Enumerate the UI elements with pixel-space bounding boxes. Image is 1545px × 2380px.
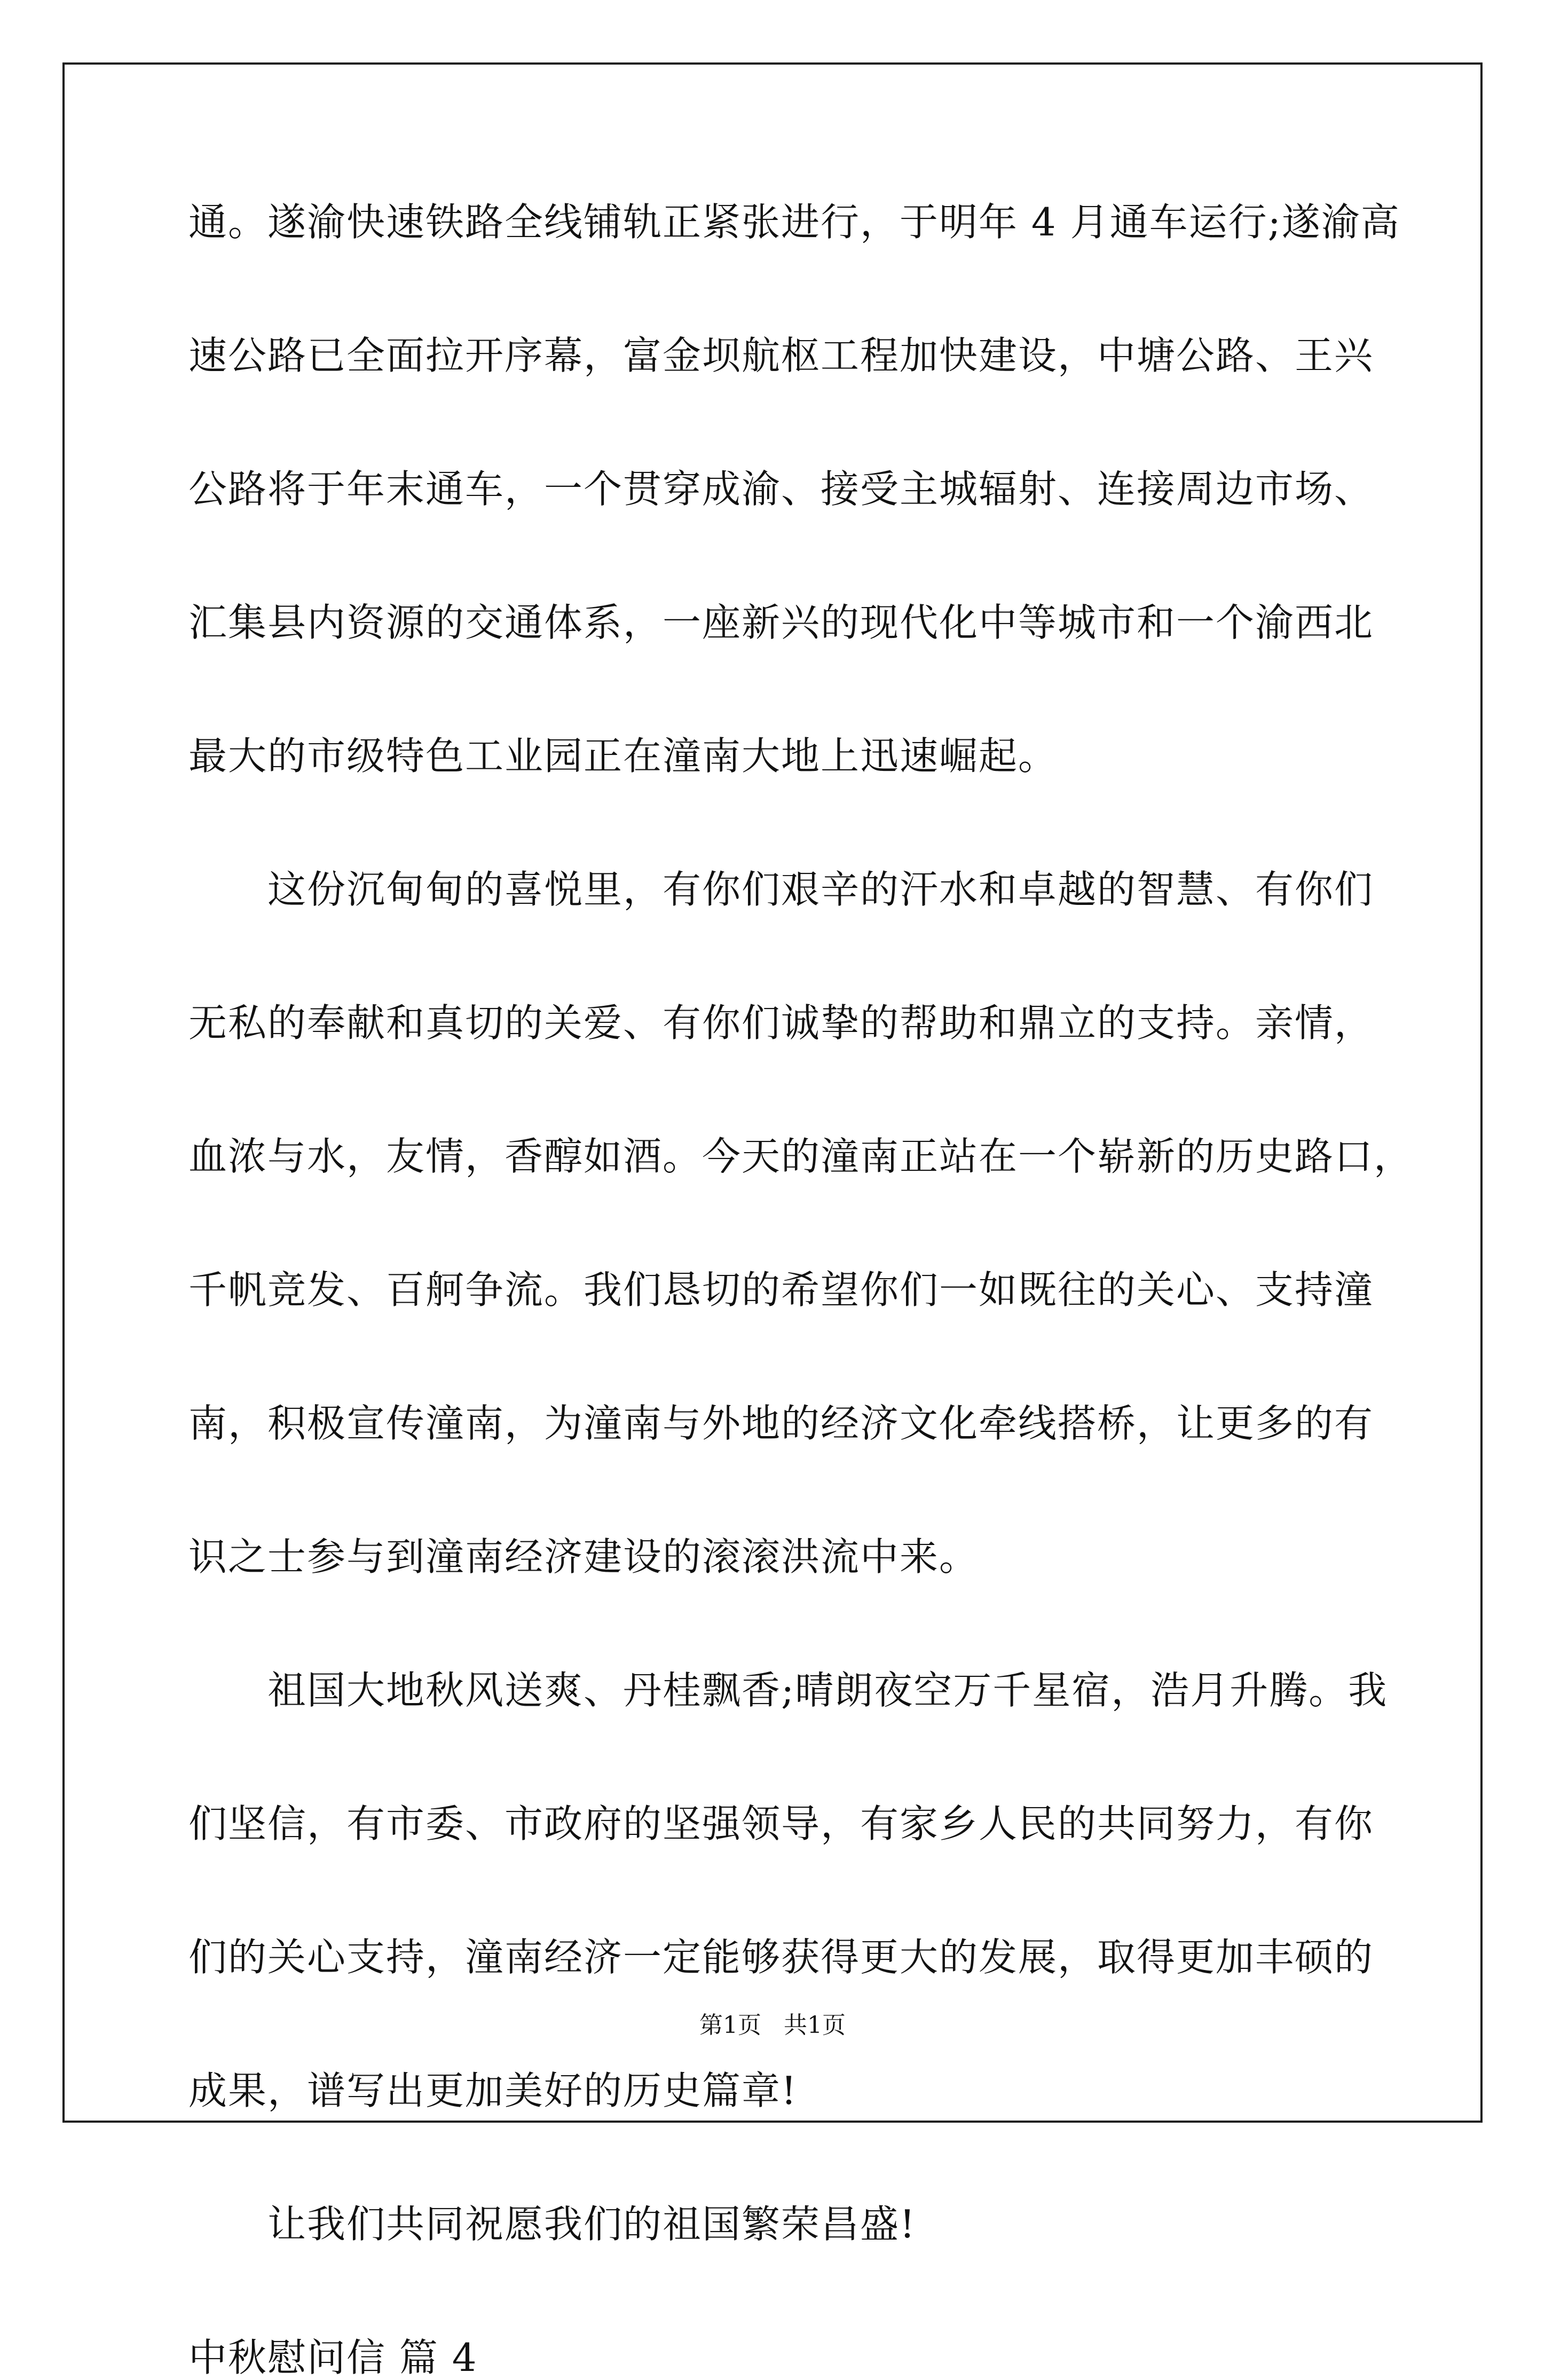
- text-line: 无私的奉献和真切的关爱、有你们诚挚的帮助和鼎立的支持。亲情，: [188, 1000, 1374, 1045]
- text-line: 成果，谱写出更加美好的历史篇章!: [188, 2068, 798, 2113]
- text-line: 识之士参与到潼南经济建设的滚滚洪流中来。: [188, 1534, 979, 1579]
- page-number-footer: 第1页 共1页: [699, 2012, 846, 2039]
- text-line: 们坚信，有市委、市政府的坚强领导，有家乡人民的共同努力，有你: [188, 1801, 1374, 1846]
- text-line: 千帆竞发、百舸争流。我们恳切的希望你们一如既往的关心、支持潼: [188, 1267, 1374, 1312]
- text-line: 汇集县内资源的交通体系，一座新兴的现代化中等城市和一个渝西北: [188, 600, 1374, 645]
- text-line: 公路将于年末通车，一个贯穿成渝、接受主城辐射、连接周边市场、: [188, 467, 1374, 511]
- document-body: [188, 200, 1414, 2380]
- paragraph-start-line: 祖国大地秋风送爽、丹桂飘香;晴朗夜空万千星宿，浩月升腾。我: [267, 1668, 1388, 1713]
- text-line: 速公路已全面拉开序幕，富金坝航枢工程加快建设，中塘公路、王兴: [188, 333, 1374, 378]
- text-line: 南，积极宣传潼南，为潼南与外地的经济文化牵线搭桥，让更多的有: [188, 1401, 1374, 1446]
- section-heading: 中秋慰问信 篇 4: [188, 2335, 478, 2380]
- text-line: 们的关心支持，潼南经济一定能够获得更大的发展，取得更加丰硕的: [188, 1935, 1374, 1980]
- text-line: 通。遂渝快速铁路全线铺轨正紧张进行，于明年 4 月通车运行;遂渝高: [188, 200, 1400, 245]
- paragraph-start-line: 让我们共同祝愿我们的祖国繁荣昌盛!: [267, 2202, 916, 2247]
- text-line: 最大的市级特色工业园正在潼南大地上迅速崛起。: [188, 734, 1058, 778]
- text-line: 血浓与水，友情，香醇如酒。今天的潼南正站在一个崭新的历史路口，: [188, 1134, 1414, 1179]
- paragraph-start-line: 这份沉甸甸的喜悦里，有你们艰辛的汗水和卓越的智慧、有你们: [267, 867, 1374, 912]
